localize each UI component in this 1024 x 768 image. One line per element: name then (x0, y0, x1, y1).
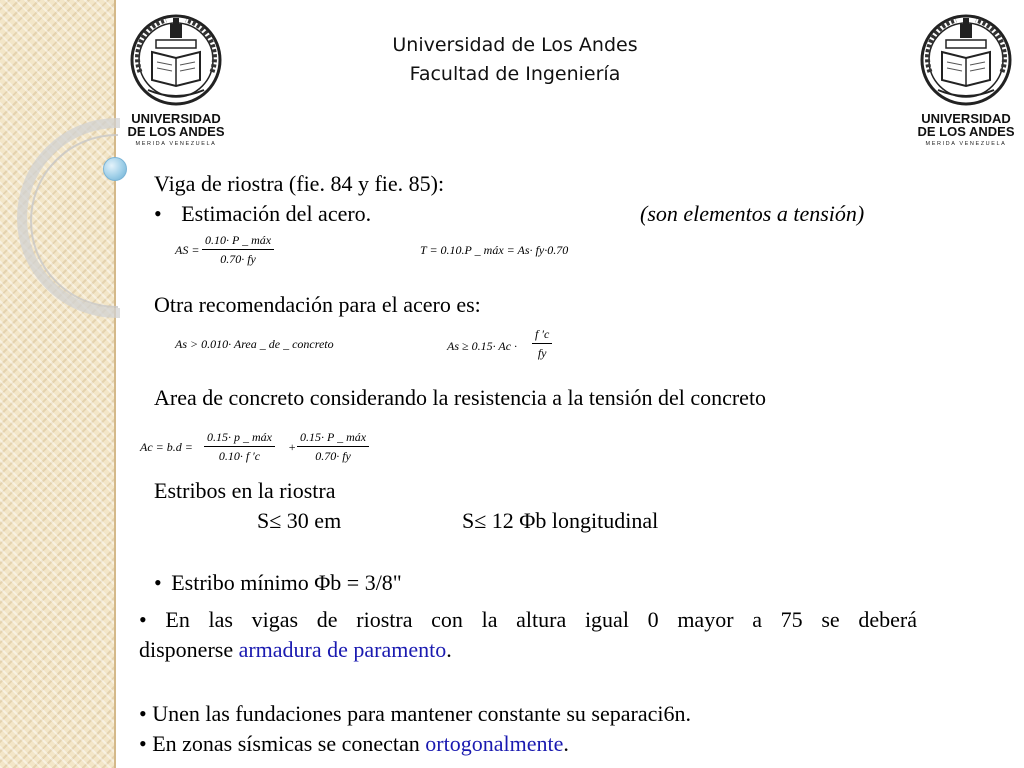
formula-min-area: As > 0.010· Area _ de _ concreto (175, 337, 334, 351)
formula-min-steel-numerator: f ′c (532, 327, 552, 344)
unen-text: Unen las fundaciones para mantener constante su separaci6n. (152, 701, 691, 726)
bullet-marker: • (139, 607, 147, 632)
logo-name-line1: UNIVERSIDAD (131, 111, 221, 126)
formula-ac-numerator-1: 0.15· p _ máx (204, 430, 275, 447)
university-name: Universidad de Los Andes (392, 34, 638, 56)
formula-ac-plus: + (288, 440, 297, 454)
vigas-line2-post: . (446, 637, 452, 662)
formula-ac-fraction-2 (297, 430, 369, 464)
logo-subtitle: MERIDA VENEZUELA (135, 141, 217, 147)
formula-as-fraction (202, 233, 274, 267)
vigas-line2-pre: disponerse (139, 637, 234, 662)
formula-as-lhs: AS = (175, 243, 200, 257)
recommendation-text: Otra recomendación para el acero es: (154, 292, 481, 317)
bullet-estribo-minimo (154, 570, 402, 596)
bullet-marker: • (139, 731, 147, 756)
side-divider (114, 0, 116, 768)
bullet-zonas (139, 731, 569, 757)
university-seal-icon (126, 10, 226, 110)
vigas-line2 (139, 637, 452, 663)
logo-name-line1: UNIVERSIDAD (921, 111, 1011, 126)
zonas-text: En zonas sísmicas se conectan (152, 731, 420, 756)
zonas-post: . (563, 731, 569, 756)
decorative-side-strip (0, 0, 114, 768)
faculty-name: Facultad de Ingeniería (409, 63, 621, 85)
zonas-link: ortogonalmente (425, 731, 564, 756)
formula-ac-fraction-1 (204, 430, 275, 464)
formula-ac-lhs: Ac = b.d = (140, 440, 193, 454)
formula-min-steel-denominator: fy (537, 346, 547, 360)
university-logo-right (916, 10, 1016, 150)
vigas-line2-link: armadura de paramento (238, 637, 447, 662)
decorative-dot (103, 157, 127, 181)
logo-name-line2: DE LOS ANDES (917, 124, 1015, 139)
formula-ac-denominator-1: 0.10· f ′c (218, 449, 261, 463)
bullet-vigas-line1 (139, 607, 917, 633)
university-seal-icon (916, 10, 1016, 110)
bullet-unen (139, 701, 691, 727)
formula-ac-denominator-2: 0.70· fy (315, 449, 351, 463)
formula-ac-numerator-2: 0.15· P _ máx (297, 430, 369, 447)
formula-as-numerator: 0.10· P _ máx (202, 233, 274, 250)
bullet-marker: • (154, 201, 162, 226)
logo-name-line2: DE LOS ANDES (127, 124, 225, 139)
formula-min-steel-fraction (532, 327, 552, 361)
vigas-line1-text: En las vigas de riostra con la altura igual 0 mayor a 75 se deberá (165, 607, 917, 632)
estribos-spacing-2: S≤ 12 Φb longitudinal (462, 508, 659, 533)
bullet-1-note: (son elementos a tensión) (640, 201, 865, 226)
university-logo-left (126, 10, 226, 150)
formula-as-denominator: 0.70· fy (220, 252, 256, 266)
section-title: Viga de riostra (fie. 84 y fie. 85): (154, 171, 445, 196)
formula-tension: T = 0.10.P _ máx = As· fy·0.70 (420, 243, 569, 257)
concrete-area-text: Area de concreto considerando la resistencia a la tensión del concreto (154, 385, 767, 410)
estribos-spacing-1: S≤ 30 em (257, 508, 342, 533)
bullet-marker: • (139, 701, 147, 726)
logo-subtitle: MERIDA VENEZUELA (925, 141, 1007, 147)
formula-min-steel-lhs: As ≥ 0.15· Ac · (447, 339, 518, 353)
bullet-1-label: Estimación del acero. (181, 201, 372, 226)
estribos-title: Estribos en la riostra (154, 478, 336, 503)
estribo-minimo-text: Estribo mínimo Φb = 3/8" (171, 570, 402, 595)
bullet-marker: • (154, 570, 162, 595)
bullet-1 (154, 201, 371, 227)
